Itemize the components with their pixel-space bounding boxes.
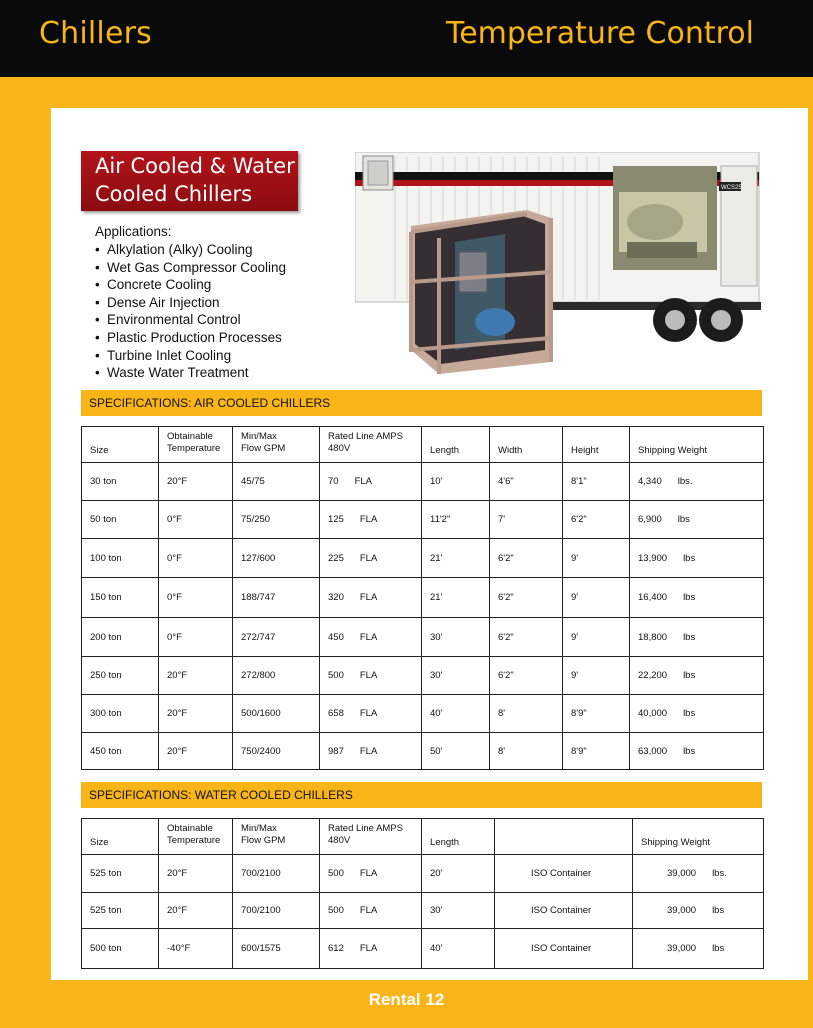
table-row: 250 ton 20°F 272/800 500 FLA 30' 6'2" 9' 22,200 lbs <box>82 657 764 695</box>
col-length: Length <box>430 445 460 456</box>
section-title-line1: Air Cooled & Water <box>95 154 295 178</box>
table-row: 300 ton 20°F 500/1600 658 FLA 40' 8' 8'9" 40,000 lbs <box>82 695 764 733</box>
col-size: Size <box>90 837 109 848</box>
bullet-icon: • <box>95 242 100 257</box>
page-footer-label: Rental 12 <box>368 990 445 1009</box>
col-weight: Shipping Weight <box>641 837 711 848</box>
table-row: 525 ton 20°F 700/2100 500 FLA 30' ISO Container 39,000 lbs <box>82 893 764 929</box>
list-item: • Waste Water Treatment <box>95 365 249 381</box>
section-title-line2: Cooled Chillers <box>95 182 253 206</box>
col-temp-line2: Temperature <box>167 443 221 454</box>
bullet-icon: • <box>95 329 100 345</box>
col-flow-line1: Min/Max <box>241 431 277 442</box>
col-flow-line2: Flow GPM <box>241 443 286 454</box>
table-row: 50 ton 0°F 75/250 125 FLA 11'2" 7' 6'2" 6,900 lbs <box>82 501 764 539</box>
table-row: 100 ton 0°F 127/600 225 FLA 21' 6'2" 9' 13,900 lbs <box>82 539 764 578</box>
table-row: 525 ton 20°F 700/2100 500 FLA 20' ISO Container 39,000 lbs. <box>82 855 764 893</box>
bullet-icon: • <box>95 312 100 328</box>
list-item: • Alkylation (Alky) Cooling <box>95 242 253 257</box>
header-right-title: Temperature Control <box>445 16 754 51</box>
list-item: • Wet Gas Compressor Cooling <box>95 259 287 275</box>
bullet-icon: • <box>95 347 100 363</box>
table-header-row <box>82 427 764 463</box>
water-cooled-specs-table <box>81 818 764 969</box>
table-row: 500 ton -40°F 600/1575 612 FLA 40' ISO Container 39,000 lbs <box>82 929 764 969</box>
col-height: Height <box>571 445 599 456</box>
chiller-trailer-photo <box>355 152 763 376</box>
list-item: • Turbine Inlet Cooling <box>95 347 232 363</box>
col-amps-line1: Rated Line AMPS <box>328 431 403 442</box>
air-cooled-specs-table <box>81 426 764 770</box>
bullet-icon: • <box>95 277 100 293</box>
page-header <box>0 0 813 77</box>
air-cooled-specs-heading: SPECIFICATIONS: AIR COOLED CHILLERS <box>81 390 762 416</box>
table-row: 150 ton 0°F 188/747 320 FLA 21' 6'2" 9' 16,400 lbs <box>82 578 764 618</box>
col-width: Width <box>498 445 523 456</box>
col-temp-line1: Obtainable <box>167 431 213 442</box>
table-row: 450 ton 20°F 750/2400 987 FLA 50' 8' 8'9" 63,000 lbs <box>82 733 764 770</box>
col-temp-line1: Obtainable <box>167 823 213 834</box>
water-cooled-specs-heading: SPECIFICATIONS: WATER COOLED CHILLERS <box>81 782 762 808</box>
col-amps-line2: 480V <box>328 835 351 846</box>
bullet-icon: • <box>95 294 100 310</box>
table-row: 30 ton 20°F 45/75 70 FLA 10' 4'6" 8'1" 4,340 lbs. <box>82 463 764 501</box>
col-flow-line1: Min/Max <box>241 823 277 834</box>
list-item: • Plastic Production Processes <box>95 329 282 345</box>
applications-heading: Applications: <box>95 224 172 239</box>
col-amps-line1: Rated Line AMPS <box>328 823 403 834</box>
col-size: Size <box>90 445 109 456</box>
col-temp-line2: Temperature <box>167 835 221 846</box>
applications-list <box>95 223 286 382</box>
col-length: Length <box>430 837 460 848</box>
bullet-icon: • <box>95 365 100 381</box>
header-left-title: Chillers <box>39 16 152 51</box>
list-item: • Concrete Cooling <box>95 277 212 293</box>
list-item: • Dense Air Injection <box>95 294 220 310</box>
bullet-icon: • <box>95 259 100 275</box>
section-title-box <box>81 151 298 211</box>
list-item: • Environmental Control <box>95 312 241 328</box>
col-weight: Shipping Weight <box>638 445 708 456</box>
col-flow-line2: Flow GPM <box>241 835 286 846</box>
table-header-row <box>82 819 764 855</box>
table-row: 200 ton 0°F 272/747 450 FLA 30' 6'2" 9' 18,800 lbs <box>82 618 764 657</box>
trailer-badge: WCS25 <box>721 185 742 191</box>
col-amps-line2: 480V <box>328 443 351 454</box>
